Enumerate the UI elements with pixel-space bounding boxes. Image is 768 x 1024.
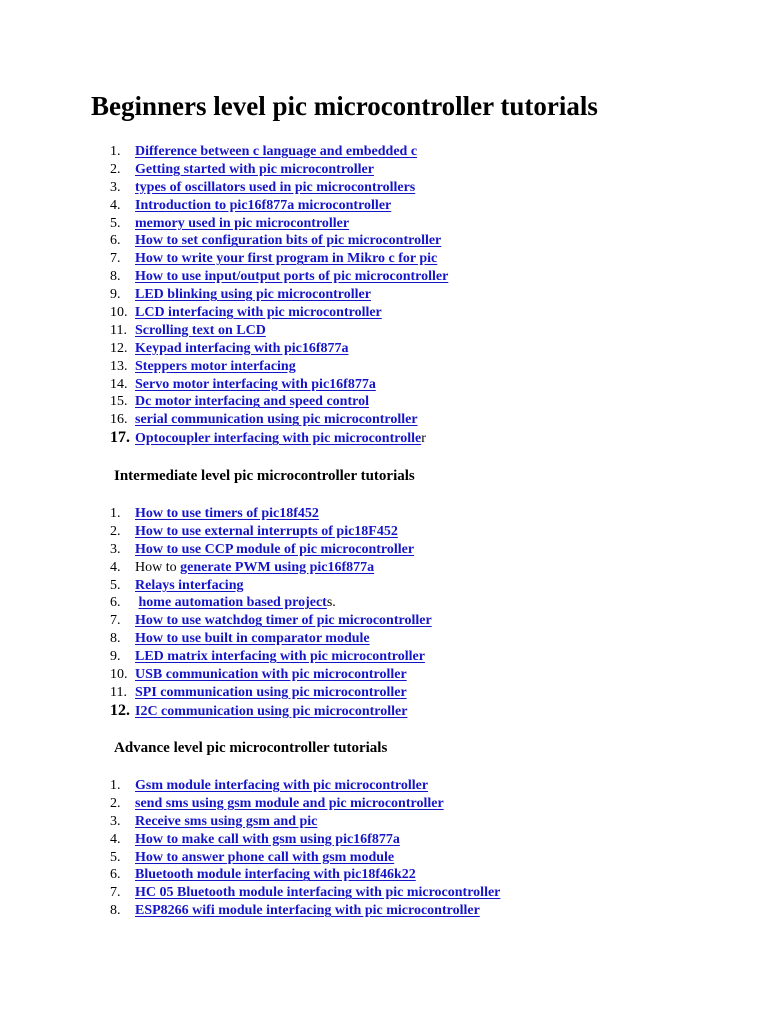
list-item (110, 831, 500, 849)
list-item (110, 268, 448, 286)
list-number: 15. (110, 394, 128, 410)
tutorial-link[interactable]: Optocoupler interfacing with pic microcontrolle (135, 431, 422, 447)
list-number: 6. (110, 595, 121, 611)
list-number: 14. (110, 376, 128, 392)
advance-heading: Advance level pic microcontroller tutorials (114, 740, 388, 756)
list-number: 3. (110, 813, 121, 829)
list-number: 3. (110, 541, 121, 557)
list-item (110, 197, 448, 215)
list-item (110, 523, 432, 541)
tutorial-link[interactable]: How to write your first program in Mikro c for pic (135, 251, 438, 267)
list-item (110, 411, 448, 429)
list-number: 5. (110, 577, 121, 593)
list-item (110, 161, 448, 179)
tutorial-link[interactable]: I2C communication using pic microcontroller (135, 703, 408, 719)
list-number: 11. (110, 322, 127, 338)
list-item (110, 429, 448, 447)
tutorial-link[interactable]: Receive sms using gsm and pic (135, 813, 318, 829)
list-number: 5. (110, 849, 121, 865)
list-number: 16. (110, 412, 128, 428)
list-number: 17. (110, 429, 130, 447)
list-item (110, 902, 500, 920)
tutorial-link[interactable]: Difference between c language and embedded c (135, 144, 418, 159)
tutorial-link[interactable]: LCD interfacing with pic microcontroller (135, 305, 382, 321)
list-item (110, 143, 448, 161)
tutorial-link[interactable]: serial communication using pic microcontroller (135, 412, 418, 428)
list-number: 13. (110, 358, 128, 374)
list-item (110, 702, 432, 720)
tutorial-link[interactable]: How to make call with gsm using pic16f877a (135, 831, 400, 847)
list-number: 2. (110, 161, 121, 177)
tutorial-link[interactable]: How to use timers of pic18f452 (135, 506, 319, 521)
tutorial-link[interactable]: Scrolling text on LCD (135, 322, 266, 338)
list-number: 4. (110, 559, 121, 575)
list-item (110, 393, 448, 411)
list-number: 7. (110, 885, 121, 901)
list-number: 8. (110, 269, 121, 285)
tutorial-link[interactable]: memory used in pic microcontroller (135, 215, 350, 231)
list-number: 5. (110, 215, 121, 231)
tutorial-link[interactable]: How to use CCP module of pic microcontroller (135, 541, 415, 557)
tutorial-link[interactable]: How to use external interrupts of pic18F452 (135, 523, 398, 539)
tutorial-link[interactable]: home automation based project (138, 595, 327, 611)
list-number: 4. (110, 831, 121, 847)
list-number: 2. (110, 795, 121, 811)
list-item (110, 630, 432, 648)
list-item (110, 559, 432, 577)
tutorial-link[interactable]: send sms using gsm module and pic microcontroller (135, 795, 444, 811)
tutorial-link[interactable]: Bluetooth module interfacing with pic18f46k22 (135, 867, 416, 883)
tutorial-link[interactable]: ESP8266 wifi module interfacing with pic microcontroller (135, 903, 480, 919)
list-number: 11. (110, 684, 127, 700)
intermediate-tutorial-list (110, 505, 432, 720)
list-item (110, 505, 432, 523)
tutorial-link[interactable]: Dc motor interfacing and speed control (135, 394, 369, 410)
beginners-tutorial-list (110, 143, 448, 447)
tutorial-link[interactable]: Getting started with pic microcontroller (135, 161, 374, 177)
list-item (110, 322, 448, 340)
list-number: 1. (110, 144, 121, 159)
list-item (110, 866, 500, 884)
item-prefix-text: How to (135, 559, 181, 575)
tutorial-link[interactable]: Gsm module interfacing with pic microcontroller (135, 778, 429, 793)
list-item (110, 376, 448, 394)
tutorial-link[interactable]: How to use input/output ports of pic microcontroller (135, 269, 449, 285)
list-number: 6. (110, 867, 121, 883)
list-item (110, 232, 448, 250)
list-number: 1. (110, 506, 121, 521)
item-suffix-text: r (421, 431, 426, 447)
tutorial-link[interactable]: How to set configuration bits of pic microcontroller (135, 233, 442, 249)
list-item (110, 594, 432, 612)
list-item (110, 813, 500, 831)
tutorial-link[interactable]: Introduction to pic16f877a microcontroller (135, 197, 392, 213)
tutorial-link[interactable]: LED matrix interfacing with pic microcontroller (135, 649, 425, 665)
advance-tutorial-list (110, 777, 500, 920)
tutorial-link[interactable]: USB communication with pic microcontroller (135, 667, 407, 683)
tutorial-link[interactable]: How to answer phone call with gsm module (135, 849, 395, 865)
list-number: 10. (110, 667, 128, 683)
tutorial-link[interactable]: LED blinking using pic microcontroller (135, 287, 371, 303)
list-item (110, 286, 448, 304)
tutorial-link[interactable]: How to use built in comparator module (135, 631, 370, 647)
intermediate-heading: Intermediate level pic microcontroller tutorials (114, 468, 415, 484)
list-item (110, 577, 432, 595)
list-item (110, 777, 500, 795)
list-number: 7. (110, 251, 121, 267)
list-item (110, 849, 500, 867)
tutorial-link[interactable]: HC 05 Bluetooth module interfacing with pic microcontroller (135, 885, 501, 901)
list-number: 12. (110, 701, 130, 719)
list-item (110, 215, 448, 233)
list-item (110, 340, 448, 358)
list-number: 3. (110, 179, 121, 195)
list-number: 9. (110, 287, 121, 303)
list-item (110, 541, 432, 559)
tutorial-link[interactable]: Keypad interfacing with pic16f877a (135, 340, 349, 356)
list-item (110, 666, 432, 684)
tutorial-link[interactable]: How to use watchdog timer of pic microcontroller (135, 613, 432, 629)
page-title: Beginners level pic microcontroller tutorials (91, 91, 598, 121)
list-number: 4. (110, 197, 121, 213)
list-number: 6. (110, 233, 121, 249)
tutorial-link[interactable]: generate PWM using pic16f877a (180, 559, 375, 575)
list-item (110, 612, 432, 630)
list-number: 8. (110, 903, 121, 919)
list-item (110, 304, 448, 322)
tutorial-link[interactable]: Servo motor interfacing with pic16f877a (135, 376, 376, 392)
list-item (110, 795, 500, 813)
list-number: 12. (110, 340, 128, 356)
list-item (110, 648, 432, 666)
tutorial-link[interactable]: Steppers motor interfacing (135, 358, 296, 374)
list-number: 8. (110, 631, 121, 647)
tutorial-link[interactable]: types of oscillators used in pic microcontrollers (135, 179, 416, 195)
tutorial-link[interactable]: SPI communication using pic microcontroller (135, 684, 407, 700)
list-item (110, 884, 500, 902)
list-number: 2. (110, 523, 121, 539)
list-number: 1. (110, 778, 121, 793)
list-item (110, 179, 448, 197)
list-number: 9. (110, 649, 121, 665)
item-suffix-text: s. (326, 595, 336, 611)
list-item (110, 250, 448, 268)
list-item (110, 358, 448, 376)
list-number: 10. (110, 305, 128, 321)
list-item (110, 684, 432, 702)
tutorial-link[interactable]: Relays interfacing (135, 577, 244, 593)
list-number: 7. (110, 613, 121, 629)
